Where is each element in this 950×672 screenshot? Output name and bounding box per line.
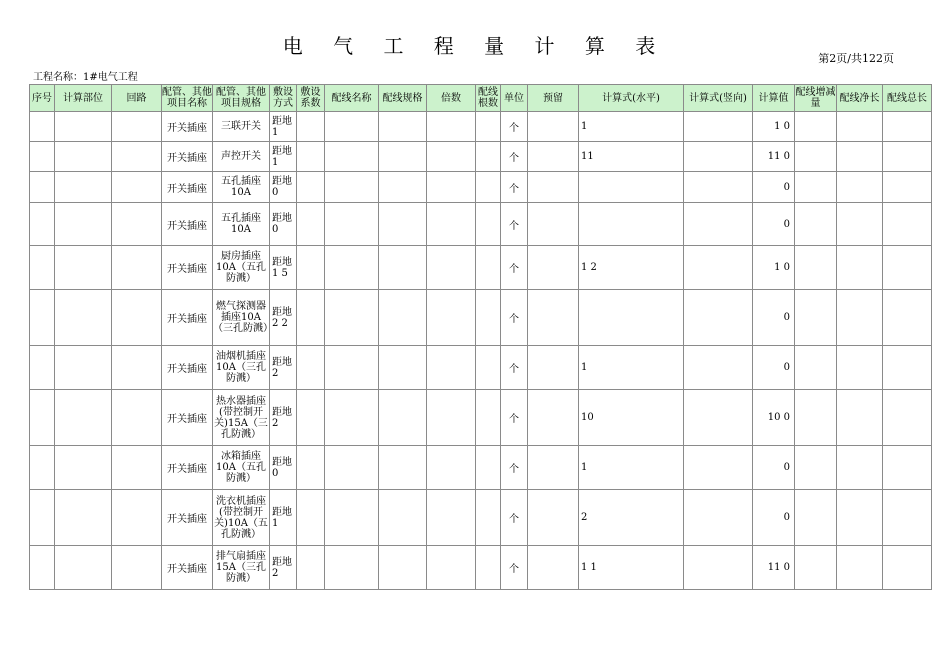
cell-wire-count <box>476 446 501 490</box>
cell-unit: 个 <box>501 546 528 590</box>
cell-laying-factor <box>297 346 325 390</box>
cell-formula-vertical <box>684 390 753 446</box>
page-title: 电 气 工 程 量 计 算 表 <box>282 34 668 58</box>
cell-calculated-value: 11 0 <box>753 142 795 172</box>
cell-multiplier <box>427 390 476 446</box>
cell-unit: 个 <box>501 203 528 246</box>
cell-wire-net-length <box>837 546 883 590</box>
cell-laying-method: 距地2 <box>270 546 297 590</box>
cell-calculated-value: 0 <box>753 290 795 346</box>
cell-wire-name <box>325 346 379 390</box>
cell-wire-net-length <box>837 203 883 246</box>
cell-laying-method: 距地1 <box>270 490 297 546</box>
cell-wire-count <box>476 490 501 546</box>
cell-item-spec: 三联开关 <box>213 112 270 142</box>
cell-item-spec: 冰箱插座10A（五孔防溅） <box>213 446 270 490</box>
cell-item-spec: 五孔插座10A <box>213 172 270 203</box>
cell-wire-name <box>325 490 379 546</box>
cell-wire-net-length <box>837 112 883 142</box>
cell-wire-count <box>476 346 501 390</box>
cell-laying-factor <box>297 446 325 490</box>
column-header: 计算值 <box>753 85 795 112</box>
cell-multiplier <box>427 246 476 290</box>
cell-unit: 个 <box>501 246 528 290</box>
cell-reserve <box>528 172 579 203</box>
cell-location <box>55 203 112 246</box>
cell-item-spec: 油烟机插座10A（三孔防溅） <box>213 346 270 390</box>
cell-wire-total-length <box>883 172 932 203</box>
cell-formula-horizontal <box>579 172 684 203</box>
cell-wire-spec <box>379 290 427 346</box>
cell-wire-net-length <box>837 142 883 172</box>
cell-circuit <box>112 112 162 142</box>
cell-multiplier <box>427 490 476 546</box>
cell-laying-factor <box>297 490 325 546</box>
cell-item-name: 开关插座 <box>162 290 213 346</box>
cell-wire-adjustment <box>795 446 837 490</box>
cell-calculated-value: 0 <box>753 203 795 246</box>
cell-reserve <box>528 390 579 446</box>
cell-location <box>55 346 112 390</box>
table-row <box>30 546 932 590</box>
table-row <box>30 446 932 490</box>
table-row <box>30 203 932 246</box>
cell-multiplier <box>427 290 476 346</box>
cell-laying-method: 距地0 <box>270 172 297 203</box>
cell-location <box>55 390 112 446</box>
cell-formula-vertical <box>684 203 753 246</box>
cell-formula-horizontal: 1 <box>579 346 684 390</box>
column-header: 计算式(竖向) <box>684 85 753 112</box>
column-header: 配线净长 <box>837 85 883 112</box>
cell-calculated-value: 10 0 <box>753 390 795 446</box>
column-header: 回路 <box>112 85 162 112</box>
cell-unit: 个 <box>501 142 528 172</box>
cell-multiplier <box>427 346 476 390</box>
cell-laying-method: 距地0 <box>270 446 297 490</box>
cell-reserve <box>528 346 579 390</box>
cell-formula-vertical <box>684 546 753 590</box>
cell-calculated-value: 0 <box>753 446 795 490</box>
cell-index <box>30 346 55 390</box>
column-header: 配管、其他项目名称 <box>162 85 213 112</box>
cell-wire-adjustment <box>795 546 837 590</box>
cell-laying-factor <box>297 142 325 172</box>
cell-location <box>55 490 112 546</box>
cell-wire-adjustment <box>795 172 837 203</box>
cell-laying-method: 距地2 <box>270 390 297 446</box>
cell-unit: 个 <box>501 346 528 390</box>
cell-wire-total-length <box>883 203 932 246</box>
cell-wire-adjustment <box>795 112 837 142</box>
column-header: 配线规格 <box>379 85 427 112</box>
cell-index <box>30 546 55 590</box>
cell-laying-method: 距地2 <box>270 346 297 390</box>
cell-wire-net-length <box>837 490 883 546</box>
cell-wire-adjustment <box>795 290 837 346</box>
cell-wire-name <box>325 290 379 346</box>
cell-formula-horizontal: 11 <box>579 142 684 172</box>
cell-wire-name <box>325 172 379 203</box>
cell-item-name: 开关插座 <box>162 546 213 590</box>
cell-circuit <box>112 446 162 490</box>
cell-wire-adjustment <box>795 390 837 446</box>
cell-wire-adjustment <box>795 203 837 246</box>
cell-wire-name <box>325 142 379 172</box>
cell-reserve <box>528 112 579 142</box>
cell-reserve <box>528 246 579 290</box>
cell-circuit <box>112 546 162 590</box>
cell-wire-spec <box>379 346 427 390</box>
cell-wire-total-length <box>883 112 932 142</box>
cell-item-spec: 燃气探测器插座10A（三孔防溅） <box>213 290 270 346</box>
cell-location <box>55 172 112 203</box>
cell-wire-spec <box>379 172 427 203</box>
cell-wire-net-length <box>837 446 883 490</box>
table-row <box>30 290 932 346</box>
column-header: 配线增减量 <box>795 85 837 112</box>
cell-multiplier <box>427 203 476 246</box>
cell-index <box>30 142 55 172</box>
cell-formula-horizontal: 1 1 <box>579 546 684 590</box>
column-header: 配线名称 <box>325 85 379 112</box>
column-header: 计算式(水平) <box>579 85 684 112</box>
column-header: 序号 <box>30 85 55 112</box>
cell-wire-count <box>476 290 501 346</box>
cell-calculated-value: 11 0 <box>753 546 795 590</box>
cell-item-spec: 厨房插座10A（五孔防溅） <box>213 246 270 290</box>
cell-index <box>30 246 55 290</box>
cell-wire-adjustment <box>795 142 837 172</box>
cell-item-spec: 五孔插座10A <box>213 203 270 246</box>
cell-wire-total-length <box>883 290 932 346</box>
cell-location <box>55 546 112 590</box>
cell-index <box>30 390 55 446</box>
header-row <box>30 85 932 112</box>
column-header: 倍数 <box>427 85 476 112</box>
cell-multiplier <box>427 446 476 490</box>
cell-wire-net-length <box>837 346 883 390</box>
cell-wire-spec <box>379 546 427 590</box>
cell-wire-spec <box>379 203 427 246</box>
cell-laying-factor <box>297 203 325 246</box>
cell-wire-adjustment <box>795 346 837 390</box>
cell-formula-horizontal: 10 <box>579 390 684 446</box>
cell-unit: 个 <box>501 112 528 142</box>
cell-formula-horizontal: 1 2 <box>579 246 684 290</box>
cell-index <box>30 490 55 546</box>
cell-index <box>30 172 55 203</box>
cell-laying-method: 距地1 <box>270 142 297 172</box>
cell-laying-method: 距地0 <box>270 203 297 246</box>
cell-calculated-value: 0 <box>753 490 795 546</box>
cell-calculated-value: 1 0 <box>753 112 795 142</box>
cell-calculated-value: 1 0 <box>753 246 795 290</box>
cell-reserve <box>528 546 579 590</box>
cell-multiplier <box>427 142 476 172</box>
cell-wire-count <box>476 112 501 142</box>
cell-item-spec: 洗衣机插座(带控制开关)10A（五孔防溅） <box>213 490 270 546</box>
cell-wire-spec <box>379 446 427 490</box>
cell-wire-total-length <box>883 490 932 546</box>
cell-wire-name <box>325 112 379 142</box>
cell-item-name: 开关插座 <box>162 446 213 490</box>
cell-wire-spec <box>379 246 427 290</box>
cell-laying-method: 距地2 2 <box>270 290 297 346</box>
cell-reserve <box>528 290 579 346</box>
cell-formula-horizontal: 1 <box>579 446 684 490</box>
table-row <box>30 346 932 390</box>
cell-unit: 个 <box>501 290 528 346</box>
cell-formula-horizontal: 1 <box>579 112 684 142</box>
cell-reserve <box>528 446 579 490</box>
column-header: 敷设系数 <box>297 85 325 112</box>
cell-circuit <box>112 246 162 290</box>
cell-formula-vertical <box>684 446 753 490</box>
cell-unit: 个 <box>501 490 528 546</box>
cell-reserve <box>528 203 579 246</box>
cell-wire-total-length <box>883 246 932 290</box>
table-row <box>30 246 932 290</box>
cell-wire-net-length <box>837 290 883 346</box>
cell-location <box>55 112 112 142</box>
column-header: 配管、其他项目规格 <box>213 85 270 112</box>
cell-unit: 个 <box>501 172 528 203</box>
cell-multiplier <box>427 112 476 142</box>
cell-item-name: 开关插座 <box>162 490 213 546</box>
cell-laying-method: 距地1 5 <box>270 246 297 290</box>
cell-item-spec: 排气扇插座15A（三孔防溅） <box>213 546 270 590</box>
cell-wire-count <box>476 172 501 203</box>
cell-laying-factor <box>297 546 325 590</box>
table-row <box>30 172 932 203</box>
cell-wire-net-length <box>837 172 883 203</box>
cell-wire-total-length <box>883 142 932 172</box>
cell-circuit <box>112 203 162 246</box>
cell-wire-name <box>325 246 379 290</box>
cell-formula-vertical <box>684 290 753 346</box>
cell-wire-count <box>476 390 501 446</box>
cell-calculated-value: 0 <box>753 172 795 203</box>
cell-location <box>55 246 112 290</box>
cell-wire-count <box>476 246 501 290</box>
cell-index <box>30 112 55 142</box>
cell-wire-spec <box>379 142 427 172</box>
cell-wire-total-length <box>883 546 932 590</box>
column-header: 预留 <box>528 85 579 112</box>
cell-formula-vertical <box>684 490 753 546</box>
column-header: 计算部位 <box>55 85 112 112</box>
cell-formula-vertical <box>684 172 753 203</box>
table-body <box>30 112 932 590</box>
cell-wire-net-length <box>837 246 883 290</box>
cell-reserve <box>528 490 579 546</box>
cell-formula-horizontal <box>579 203 684 246</box>
cell-item-name: 开关插座 <box>162 346 213 390</box>
cell-circuit <box>112 490 162 546</box>
cell-formula-vertical <box>684 112 753 142</box>
cell-wire-name <box>325 546 379 590</box>
cell-laying-factor <box>297 390 325 446</box>
cell-wire-spec <box>379 112 427 142</box>
cell-index <box>30 290 55 346</box>
cell-item-name: 开关插座 <box>162 390 213 446</box>
cell-reserve <box>528 142 579 172</box>
table-row <box>30 390 932 446</box>
cell-formula-vertical <box>684 246 753 290</box>
cell-item-spec: 热水器插座(带控制开关)15A（三孔防溅） <box>213 390 270 446</box>
cell-unit: 个 <box>501 446 528 490</box>
cell-unit: 个 <box>501 390 528 446</box>
page-info: 第2页/共122页 <box>818 52 894 65</box>
cell-circuit <box>112 346 162 390</box>
table-row <box>30 490 932 546</box>
cell-circuit <box>112 172 162 203</box>
cell-wire-name <box>325 446 379 490</box>
cell-laying-method: 距地1 <box>270 112 297 142</box>
cell-formula-vertical <box>684 142 753 172</box>
cell-item-name: 开关插座 <box>162 246 213 290</box>
cell-formula-vertical <box>684 346 753 390</box>
cell-circuit <box>112 390 162 446</box>
cell-multiplier <box>427 546 476 590</box>
cell-wire-spec <box>379 490 427 546</box>
cell-wire-spec <box>379 390 427 446</box>
cell-circuit <box>112 142 162 172</box>
cell-wire-total-length <box>883 346 932 390</box>
cell-wire-count <box>476 142 501 172</box>
cell-wire-total-length <box>883 390 932 446</box>
cell-index <box>30 446 55 490</box>
cell-wire-total-length <box>883 446 932 490</box>
column-header: 配线总长 <box>883 85 932 112</box>
cell-wire-count <box>476 203 501 246</box>
cell-wire-count <box>476 546 501 590</box>
cell-laying-factor <box>297 246 325 290</box>
cell-location <box>55 142 112 172</box>
table-row <box>30 142 932 172</box>
cell-wire-name <box>325 390 379 446</box>
column-header: 配线根数 <box>476 85 501 112</box>
cell-wire-name <box>325 203 379 246</box>
table-row <box>30 112 932 142</box>
calculation-table <box>29 84 932 590</box>
cell-location <box>55 446 112 490</box>
cell-laying-factor <box>297 290 325 346</box>
cell-item-name: 开关插座 <box>162 203 213 246</box>
cell-item-name: 开关插座 <box>162 112 213 142</box>
cell-formula-horizontal: 2 <box>579 490 684 546</box>
cell-item-spec: 声控开关 <box>213 142 270 172</box>
cell-formula-horizontal <box>579 290 684 346</box>
cell-wire-adjustment <box>795 490 837 546</box>
cell-laying-factor <box>297 172 325 203</box>
cell-calculated-value: 0 <box>753 346 795 390</box>
cell-wire-adjustment <box>795 246 837 290</box>
cell-item-name: 开关插座 <box>162 172 213 203</box>
column-header: 单位 <box>501 85 528 112</box>
cell-multiplier <box>427 172 476 203</box>
cell-wire-net-length <box>837 390 883 446</box>
project-name: 工程名称：1#电气工程 <box>33 72 138 83</box>
cell-location <box>55 290 112 346</box>
cell-item-name: 开关插座 <box>162 142 213 172</box>
cell-circuit <box>112 290 162 346</box>
cell-laying-factor <box>297 112 325 142</box>
column-header: 敷设方式 <box>270 85 297 112</box>
cell-index <box>30 203 55 246</box>
